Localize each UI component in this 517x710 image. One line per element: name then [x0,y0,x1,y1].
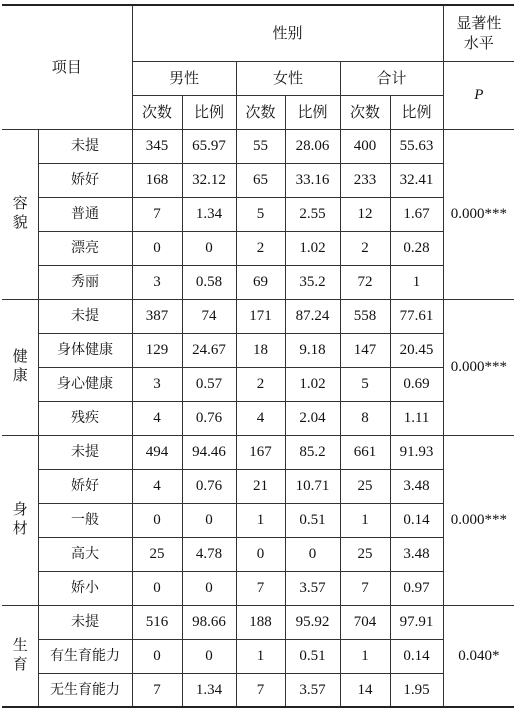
total-ratio-header: 比例 [390,95,443,129]
male-ratio-cell: 0 [182,231,236,265]
category-cell [2,435,38,605]
male-ratio-cell: 24.67 [182,333,236,367]
table-row [2,605,514,639]
category-label: 容貌 [10,195,29,233]
female-count-cell: 5 [236,197,285,231]
item-cell: 普通 [38,197,132,231]
category-label: 生育 [10,636,29,675]
item-cell: 秀丽 [38,265,132,299]
male-count-cell: 0 [132,571,182,605]
female-count-cell: 7 [236,571,285,605]
total-ratio-cell: 0.14 [390,503,443,537]
total-count-cell: 661 [340,435,390,469]
male-ratio-cell: 65.97 [182,129,236,163]
significance-label: 显著性水平 [456,14,502,53]
male-ratio-cell: 4.78 [182,537,236,571]
female-count-cell: 4 [236,401,285,435]
female-ratio-header: 比例 [285,95,340,129]
total-ratio-cell: 32.41 [390,163,443,197]
total-ratio-cell: 3.48 [390,537,443,571]
item-cell: 未提 [38,435,132,469]
female-count-cell: 1 [236,639,285,673]
male-count-cell: 0 [132,639,182,673]
total-ratio-cell: 1.11 [390,401,443,435]
female-count-cell: 69 [236,265,285,299]
female-count-cell: 7 [236,673,285,707]
category-cell [2,129,38,299]
category-label: 健康 [10,348,29,386]
item-cell: 一般 [38,503,132,537]
female-ratio-cell: 95.92 [285,605,340,639]
total-ratio-cell: 0.69 [390,367,443,401]
table-row [2,333,514,367]
female-ratio-cell: 3.57 [285,571,340,605]
total-ratio-cell: 77.61 [390,299,443,333]
female-count-cell: 21 [236,469,285,503]
total-ratio-cell: 20.45 [390,333,443,367]
item-cell: 无生育能力 [38,673,132,707]
male-count-cell: 0 [132,503,182,537]
table-row [2,435,514,469]
male-count-cell: 345 [132,129,182,163]
significance-header [443,5,514,61]
female-ratio-cell: 10.71 [285,469,340,503]
female-ratio-cell: 33.16 [285,163,340,197]
male-ratio-cell: 0 [182,503,236,537]
total-ratio-cell: 0.28 [390,231,443,265]
female-header: 女性 [236,61,340,95]
p-value-cell: 0.000*** [443,129,514,299]
item-cell: 未提 [38,129,132,163]
female-ratio-cell: 35.2 [285,265,340,299]
male-count-cell: 7 [132,197,182,231]
female-count-cell: 2 [236,367,285,401]
category-cell [2,605,38,707]
male-header: 男性 [132,61,236,95]
male-ratio-cell: 0 [182,571,236,605]
total-count-cell: 8 [340,401,390,435]
item-header: 项目 [2,5,132,129]
female-count-cell: 65 [236,163,285,197]
p-value-cell: 0.000*** [443,299,514,435]
male-ratio-cell: 98.66 [182,605,236,639]
total-count-cell: 233 [340,163,390,197]
total-count-cell: 7 [340,571,390,605]
total-ratio-cell: 1 [390,265,443,299]
total-ratio-cell: 0.97 [390,571,443,605]
table-row [2,571,514,605]
female-count-cell: 167 [236,435,285,469]
table-body [2,129,514,707]
table-row [2,129,514,163]
total-ratio-cell: 55.63 [390,129,443,163]
female-ratio-cell: 0 [285,537,340,571]
table-row [2,367,514,401]
female-ratio-cell: 0.51 [285,503,340,537]
total-count-header: 次数 [340,95,390,129]
total-count-cell: 400 [340,129,390,163]
item-cell: 身体健康 [38,333,132,367]
total-count-cell: 5 [340,367,390,401]
female-ratio-cell: 9.18 [285,333,340,367]
total-ratio-cell: 1.67 [390,197,443,231]
item-cell: 娇好 [38,469,132,503]
female-count-cell: 1 [236,503,285,537]
total-count-cell: 558 [340,299,390,333]
male-ratio-cell: 0.76 [182,469,236,503]
item-cell: 娇好 [38,163,132,197]
item-cell: 有生育能力 [38,639,132,673]
table-row [2,299,514,333]
male-ratio-cell: 94.46 [182,435,236,469]
male-count-cell: 494 [132,435,182,469]
male-count-cell: 168 [132,163,182,197]
total-header: 合计 [340,61,443,95]
total-count-cell: 2 [340,231,390,265]
item-cell: 未提 [38,299,132,333]
total-count-cell: 147 [340,333,390,367]
total-count-cell: 704 [340,605,390,639]
table-row [2,197,514,231]
item-cell: 高大 [38,537,132,571]
male-ratio-cell: 1.34 [182,197,236,231]
female-ratio-cell: 0.51 [285,639,340,673]
male-ratio-header: 比例 [182,95,236,129]
male-ratio-cell: 0 [182,639,236,673]
male-ratio-cell: 74 [182,299,236,333]
table-row [2,537,514,571]
category-label: 身材 [10,501,29,539]
total-count-cell: 12 [340,197,390,231]
category-cell [2,299,38,435]
total-count-cell: 72 [340,265,390,299]
item-cell: 未提 [38,605,132,639]
table-row [2,503,514,537]
item-cell: 残疾 [38,401,132,435]
male-count-cell: 0 [132,231,182,265]
total-ratio-cell: 97.91 [390,605,443,639]
female-count-header: 次数 [236,95,285,129]
male-count-cell: 3 [132,265,182,299]
male-count-header: 次数 [132,95,182,129]
male-ratio-cell: 0.76 [182,401,236,435]
total-count-cell: 25 [340,469,390,503]
male-ratio-cell: 32.12 [182,163,236,197]
male-count-cell: 3 [132,367,182,401]
female-ratio-cell: 2.04 [285,401,340,435]
total-count-cell: 1 [340,503,390,537]
p-value-cell: 0.040* [443,605,514,707]
female-count-cell: 2 [236,231,285,265]
total-ratio-cell: 3.48 [390,469,443,503]
male-count-cell: 4 [132,401,182,435]
male-count-cell: 7 [132,673,182,707]
male-count-cell: 129 [132,333,182,367]
male-count-cell: 25 [132,537,182,571]
male-ratio-cell: 0.57 [182,367,236,401]
female-ratio-cell: 28.06 [285,129,340,163]
female-count-cell: 18 [236,333,285,367]
table-row [2,639,514,673]
female-count-cell: 171 [236,299,285,333]
male-ratio-cell: 1.34 [182,673,236,707]
male-ratio-cell: 0.58 [182,265,236,299]
item-cell: 娇小 [38,571,132,605]
p-value-cell: 0.000*** [443,435,514,605]
female-count-cell: 0 [236,537,285,571]
item-cell: 身心健康 [38,367,132,401]
female-ratio-cell: 2.55 [285,197,340,231]
stats-table [2,4,514,708]
male-count-cell: 4 [132,469,182,503]
female-ratio-cell: 87.24 [285,299,340,333]
female-ratio-cell: 85.2 [285,435,340,469]
male-count-cell: 387 [132,299,182,333]
total-ratio-cell: 91.93 [390,435,443,469]
p-header: P [443,61,514,129]
table-row [2,673,514,707]
total-count-cell: 14 [340,673,390,707]
table-row [2,469,514,503]
female-ratio-cell: 1.02 [285,367,340,401]
female-ratio-cell: 3.57 [285,673,340,707]
table-row [2,163,514,197]
table-row [2,231,514,265]
female-ratio-cell: 1.02 [285,231,340,265]
total-count-cell: 1 [340,639,390,673]
table-row [2,265,514,299]
total-ratio-cell: 1.95 [390,673,443,707]
gender-header: 性别 [132,5,443,61]
female-count-cell: 55 [236,129,285,163]
item-cell: 漂亮 [38,231,132,265]
total-ratio-cell: 0.14 [390,639,443,673]
table-row [2,401,514,435]
female-count-cell: 188 [236,605,285,639]
total-count-cell: 25 [340,537,390,571]
male-count-cell: 516 [132,605,182,639]
